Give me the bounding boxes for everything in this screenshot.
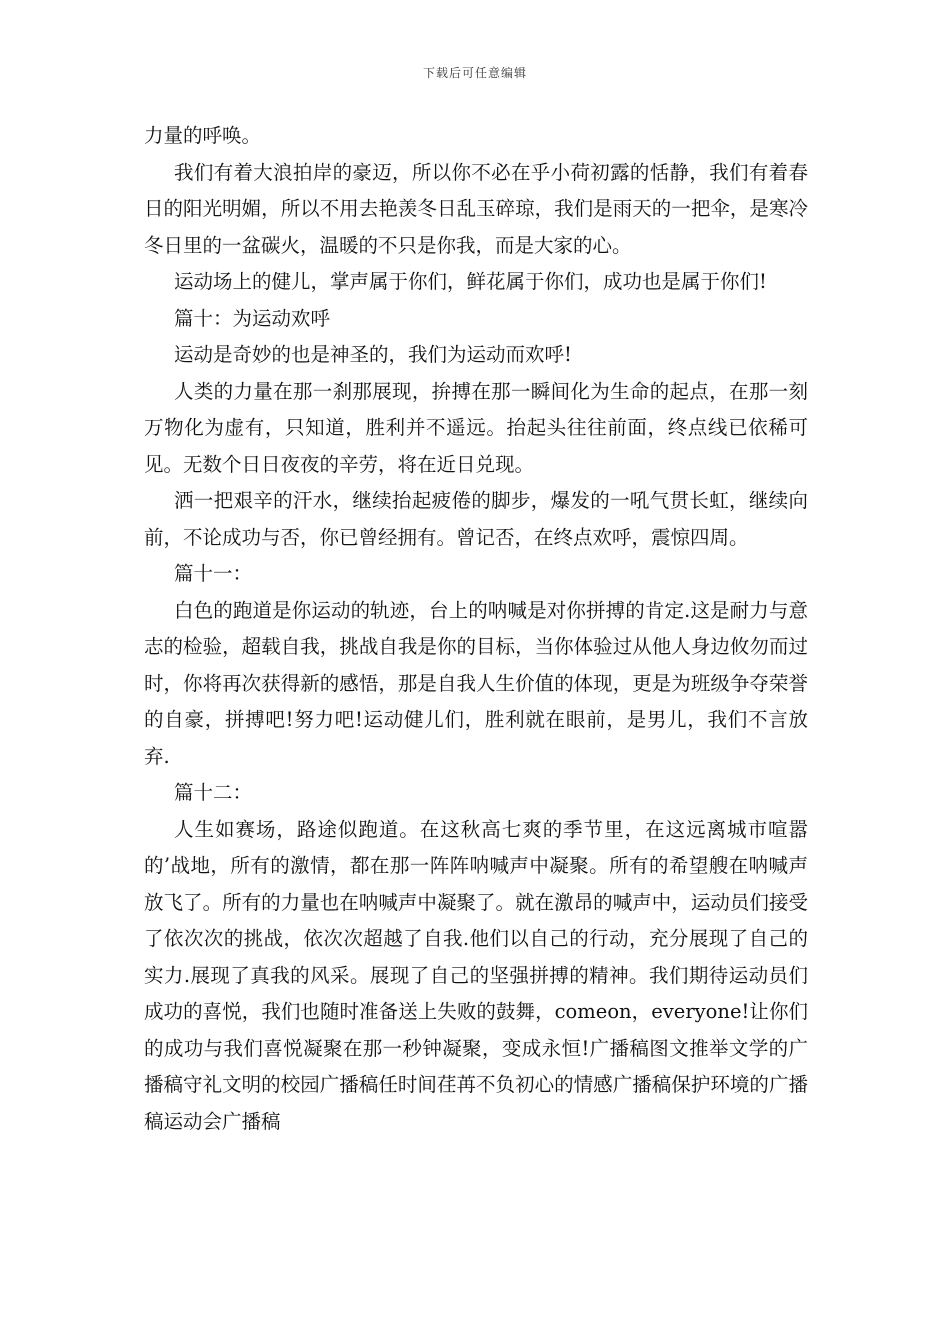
paragraph: 运动场上的健儿，掌声属于你们，鲜花属于你们，成功也是属于你们! <box>174 270 767 293</box>
paragraph: 白色的跑道是你运动的轨迹，台上的呐喊是对你拼搏的肯定.这是耐力与意志的检验，超载自我，挑战自我是你的目标，当你体验过从他人身边攸勿而过时，你将再次获得新的感悟，那是自我人生价值的体现，更是为班级争夺荣誉的自豪，拼搏吧!努力吧!运动健儿们，胜利就在眼前，是男儿，我们不言放弃. <box>144 598 808 768</box>
paragraph: 运动是奇妙的也是神圣的，我们为运动而欢呼! <box>174 343 572 366</box>
document-body <box>144 118 808 1140</box>
paragraph: 洒一把艰辛的汗水，继续抬起疲倦的脚步，爆发的一吼气贯长虹，继续向前，不论成功与否，你已曾经拥有。曾记否，在终点欢呼，震惊四周。 <box>144 489 808 549</box>
paragraph: 人生如赛场，路途似跑道。在这秋高七爽的季节里，在这远离城市喧嚣的’战地，所有的激情，都在那一阵阵呐喊声中凝聚。所有的希望艘在呐喊声放飞了。所有的力量也在呐喊声中凝聚了。就在激昂的喊声中，运动员们接受了依次次的挑战，依次次超越了自我.他们以自己的行动，充分展现了自己的实力.展现了真我的风采。展现了自己的坚强拼搏的精神。我们期待运动员们成功的喜悦，我们也随时准备送上失败的鼓舞，comeon，everyone!让你们的成功与我们喜悦凝聚在那一秒钟凝聚，变成永恒!广播稿图文推举文学的广播稿守礼文明的校园广播稿任时间荏苒不负初心的情感广播稿保护环境的广播稿运动会广播稿 <box>144 817 808 1133</box>
page-header: 下载后可任意编辑 <box>422 66 527 80</box>
paragraph: 我们有着大浪拍岸的豪迈，所以你不必在乎小荷初露的恬静，我们有着春日的阳光明媚，所以不用去艳羡冬日乱玉碎琼，我们是雨天的一把伞，是寒冷冬日里的一盆碳火，温暖的不只是你我，而是大家的心。 <box>144 160 808 257</box>
section-heading: 篇十：为运动欢呼 <box>174 306 331 330</box>
paragraph: 人类的力量在那一刹那展现，拚搏在那一瞬间化为生命的起点，在那一刻万物化为虚有，只知道，胜利并不遥远。抬起头往往前面，终点线已依稀可见。无数个日日夜夜的辛劳，将在近日兑现。 <box>144 379 808 476</box>
paragraph: 力量的呼唤。 <box>144 124 262 147</box>
section-heading: 篇十一： <box>174 562 253 585</box>
section-heading: 篇十二： <box>174 781 253 804</box>
